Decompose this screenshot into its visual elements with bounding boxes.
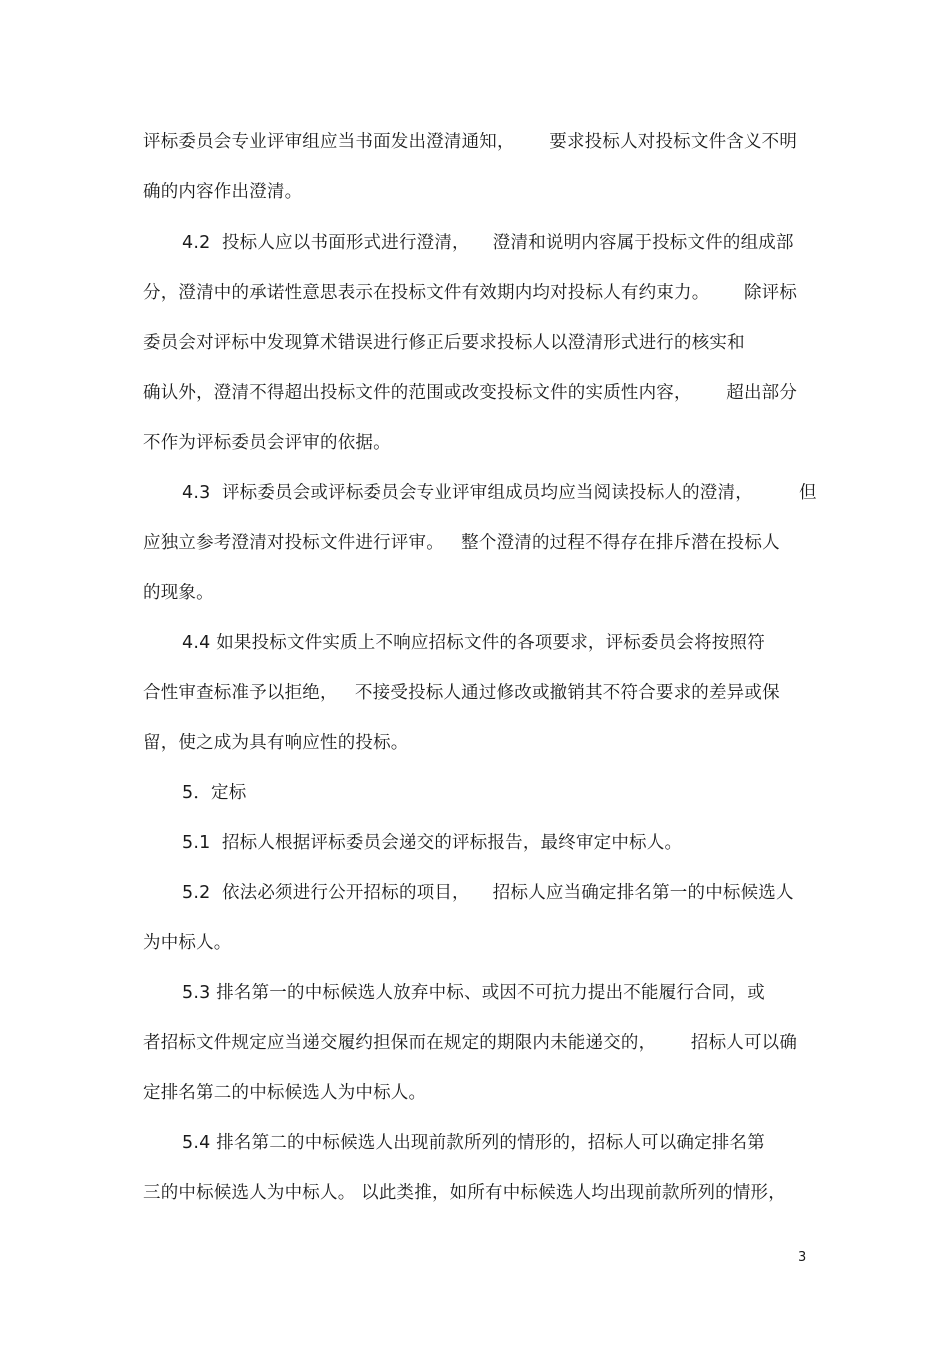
text-line: 5.1 招标人根据评标委员会递交的评标报告，最终审定中标人。 xyxy=(182,833,683,853)
text-line: 4.3 评标委员会或评标委员会专业评审组成员均应当阅读投标人的澄清， 但 xyxy=(182,483,817,503)
text-line: 确认外，澄清不得超出投标文件的范围或改变投标文件的实质性内容， 超出部分 xyxy=(143,383,798,403)
text-line: 确的内容作出澄清。 xyxy=(143,182,303,202)
text-line: 分，澄清中的承诺性意思表示在投标文件有效期内均对投标人有约束力。 除评标 xyxy=(143,283,798,303)
text-line: 委员会对评标中发现算术错误进行修正后要求投标人以澄清形式进行的核实和 xyxy=(143,333,745,353)
text-line: 4.2 投标人应以书面形式进行澄清， 澄清和说明内容属于投标文件的组成部 xyxy=(182,233,794,253)
text-line: 5.3 排名第一的中标候选人放弃中标、或因不可抗力提出不能履行合同，或 xyxy=(182,983,765,1003)
text-line: 5.2 依法必须进行公开招标的项目， 招标人应当确定排名第一的中标候选人 xyxy=(182,883,794,903)
text-line: 合性审查标准予以拒绝， 不接受投标人通过修改或撤销其不符合要求的差异或保 xyxy=(143,683,780,703)
page-number: 3 xyxy=(798,1250,807,1265)
text-line: 三的中标候选人为中标人。 以此类推，如所有中标候选人均出现前款所列的情形， xyxy=(143,1183,786,1203)
text-line: 不作为评标委员会评审的依据。 xyxy=(143,433,391,453)
text-line: 定排名第二的中标候选人为中标人。 xyxy=(143,1083,427,1103)
text-line: 留，使之成为具有响应性的投标。 xyxy=(143,733,409,753)
section-heading: 5．定标 xyxy=(182,783,247,803)
text-line: 4.4 如果投标文件实质上不响应招标文件的各项要求，评标委员会将按照符 xyxy=(182,633,765,653)
text-line: 应独立参考澄清对投标文件进行评审。 整个澄清的过程不得存在排斥潜在投标人 xyxy=(143,533,780,553)
text-line: 者招标文件规定应当递交履约担保而在规定的期限内未能递交的， 招标人可以确 xyxy=(143,1033,798,1053)
text-line: 评标委员会专业评审组应当书面发出澄清通知， 要求投标人对投标文件含义不明 xyxy=(143,132,798,152)
text-line: 为中标人。 xyxy=(143,933,232,953)
text-line: 的现象。 xyxy=(143,583,214,603)
text-line: 5.4 排名第二的中标候选人出现前款所列的情形的，招标人可以确定排名第 xyxy=(182,1133,765,1153)
